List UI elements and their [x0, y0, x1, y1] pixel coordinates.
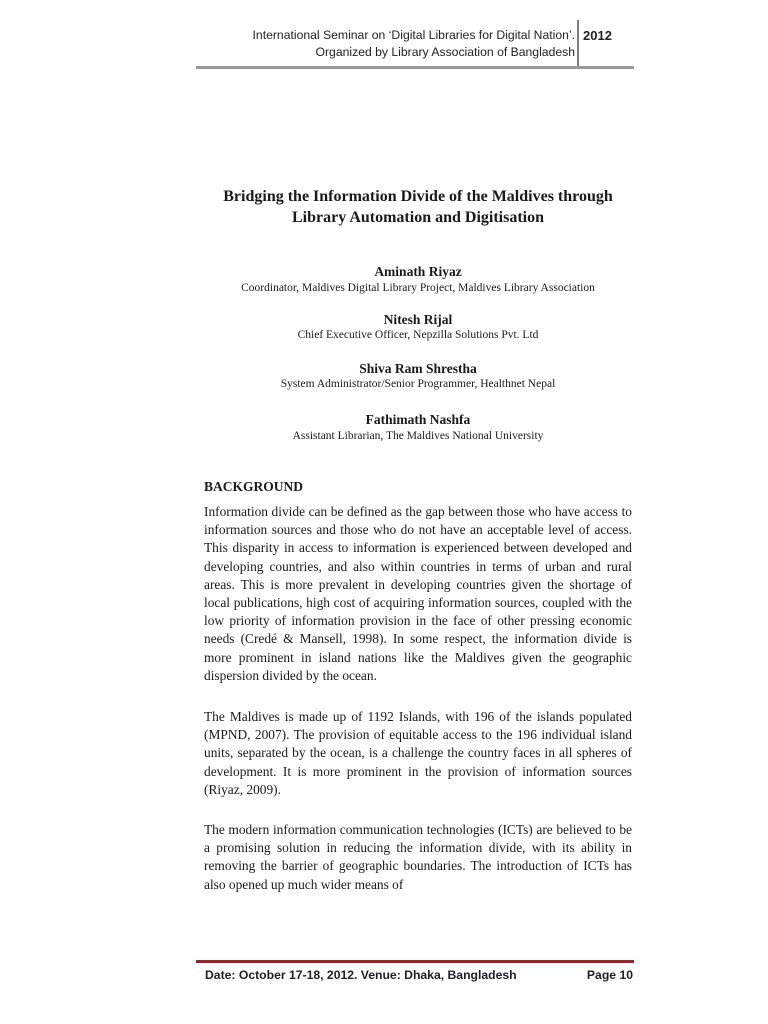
author-affiliation: Coordinator, Maldives Digital Library Project, Maldives Library Association — [241, 282, 595, 294]
author-affiliation: Chief Executive Officer, Nepzilla Solutions Pvt. Ltd — [297, 329, 539, 341]
author-name: Fathimath Nashfa — [365, 412, 471, 427]
header-divider-vertical — [577, 20, 579, 66]
body-paragraph: The modern information communication technologies (ICTs) are believed to be a promising solution in reducing the information divide, with its ability in removing the barrier of geographic boundaries. The introduction of ICTs has also opened up much wider means of — [204, 822, 632, 892]
header-year: 2012 — [583, 28, 612, 43]
section-heading: BACKGROUND — [204, 479, 304, 494]
author-name: Shiva Ram Shrestha — [359, 361, 477, 376]
header-seminar-title: International Seminar on ‘Digital Libraries for Digital Nation’. — [252, 28, 575, 42]
header-rule — [196, 66, 634, 69]
paper-title — [150, 186, 686, 228]
body-paragraph: Information divide can be defined as the gap between those who have access to information sources and those who do not have an acceptable level of access. This disparity in access to information is experienced between developed and developing countries, and also within countries in terms of urban and rural areas. This is more prevalent in developing countries given the shortage of local publications, high cost of acquiring information sources, coupled with the low priority of information provision in the face of other pressing economic needs (Credé & Mansell, 1998). In some respect, the information divide is more prominent in island nations like the Maldives given the geographic dispersion divided by the ocean. — [204, 504, 632, 683]
body-paragraph: The Maldives is made up of 1192 Islands, with 196 of the islands populated (MPND, 2007). The provision of equitable access to the 196 individual island units, separated by the ocean, is a challenge the country faces in all spheres of development. It is more prominent in the provision of information sources (Riyaz, 2009). — [204, 709, 632, 797]
header-organizer: Organized by Library Association of Bangladesh — [315, 45, 575, 59]
author-affiliation: System Administrator/Senior Programmer, Healthnet Nepal — [280, 378, 556, 390]
author-name: Aminath Riyaz — [374, 264, 462, 279]
paper-title-line-1: Bridging the Information Divide of the Maldives through — [223, 188, 613, 205]
footer-date-venue: Date: October 17-18, 2012. Venue: Dhaka, Bangladesh — [205, 968, 517, 982]
paper-title-line-2: Library Automation and Digitisation — [291, 209, 545, 226]
footer-page-number: Page 10 — [586, 968, 633, 982]
footer-rule — [196, 960, 634, 963]
author-name: Nitesh Rijal — [383, 312, 453, 327]
author-affiliation: Assistant Librarian, The Maldives National University — [292, 430, 544, 442]
